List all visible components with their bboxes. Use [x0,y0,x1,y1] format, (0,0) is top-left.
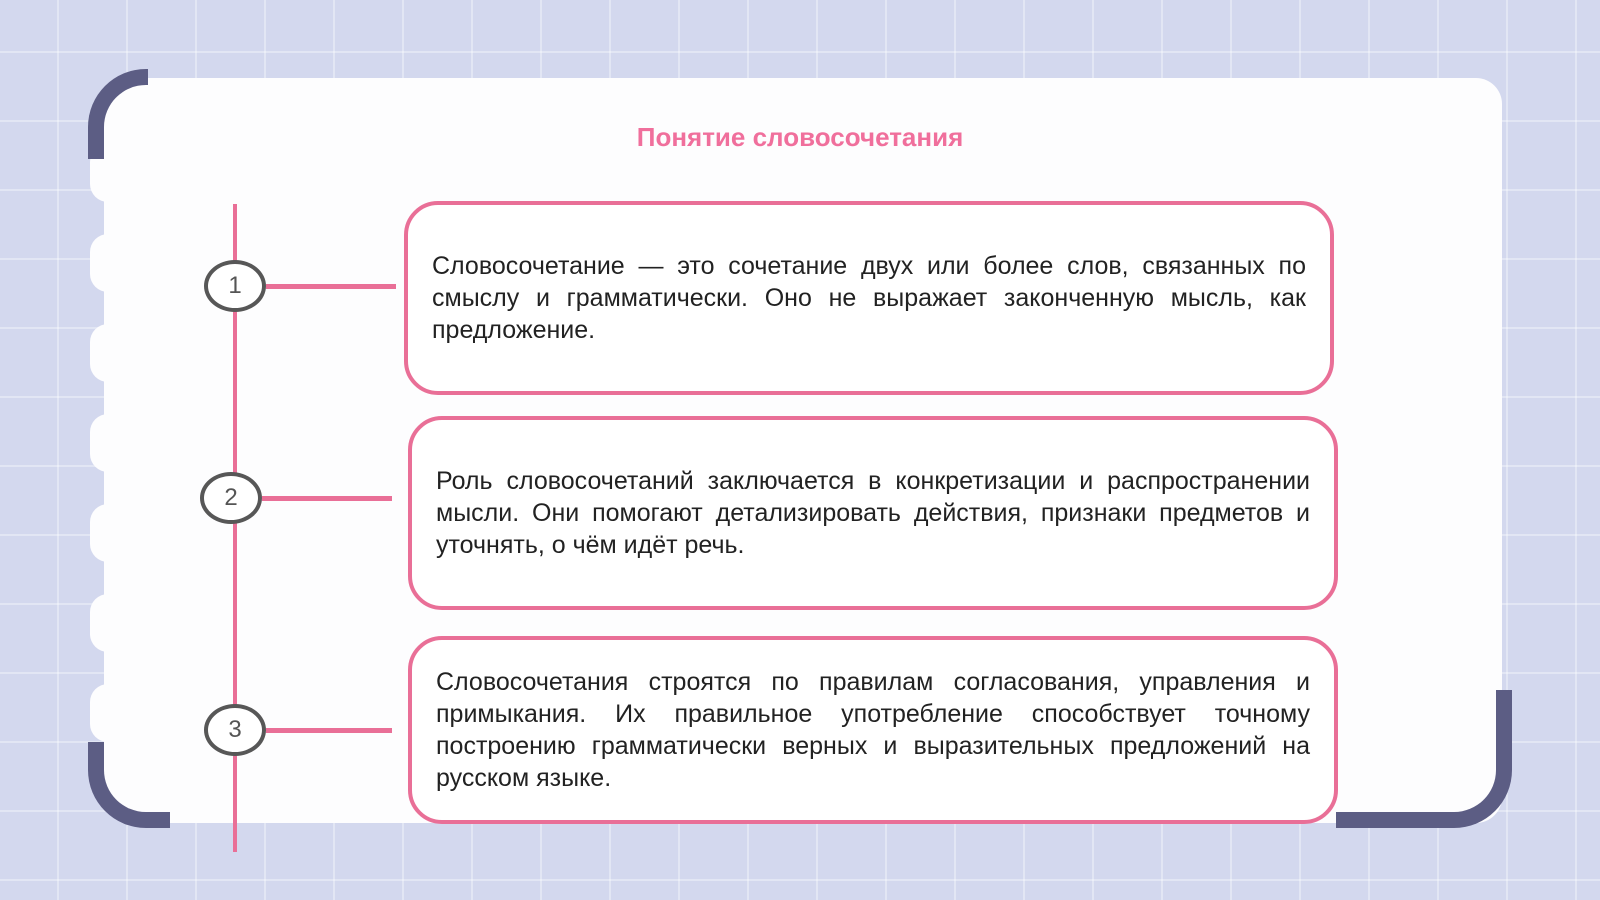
step-number-2: 2 [200,472,262,524]
card-scallop [90,234,126,292]
step-number-3: 3 [204,704,266,756]
corner-bracket-top-left [88,69,148,159]
card-scallop [90,414,126,472]
text-box-3-text: Словосочетания строятся по правилам согласования, управления и примыкания. Их правильное употребление способствует точному построению грамматически верных и выразительных предложений на русском языке. [436,668,1310,792]
text-box-2-text: Роль словосочетаний заключается в конкретизации и распространении мысли. Они помогают детализировать действия, признаки предметов и уточнять, о чём идёт речь. [436,467,1310,559]
card-scallop [90,594,126,652]
card-scallop [90,324,126,382]
step-number-1: 1 [204,260,266,312]
text-box-3 [408,636,1338,824]
timeline-connector [266,284,396,289]
card-scallop [90,504,126,562]
text-box-1 [404,201,1334,395]
slide-title: Понятие словосочетания [636,122,964,152]
card-scallop [90,684,126,742]
text-box-1-text: Словосочетание — это сочетание двух или более слов, связанных по смыслу и грамматически. Оно не выражает законченную мысль, как предложение. [432,252,1306,344]
corner-bracket-bottom-right [1336,690,1512,828]
text-box-2 [408,416,1338,610]
timeline-connector [262,496,392,501]
timeline-connector [266,728,392,733]
corner-bracket-bottom-left [88,742,170,828]
